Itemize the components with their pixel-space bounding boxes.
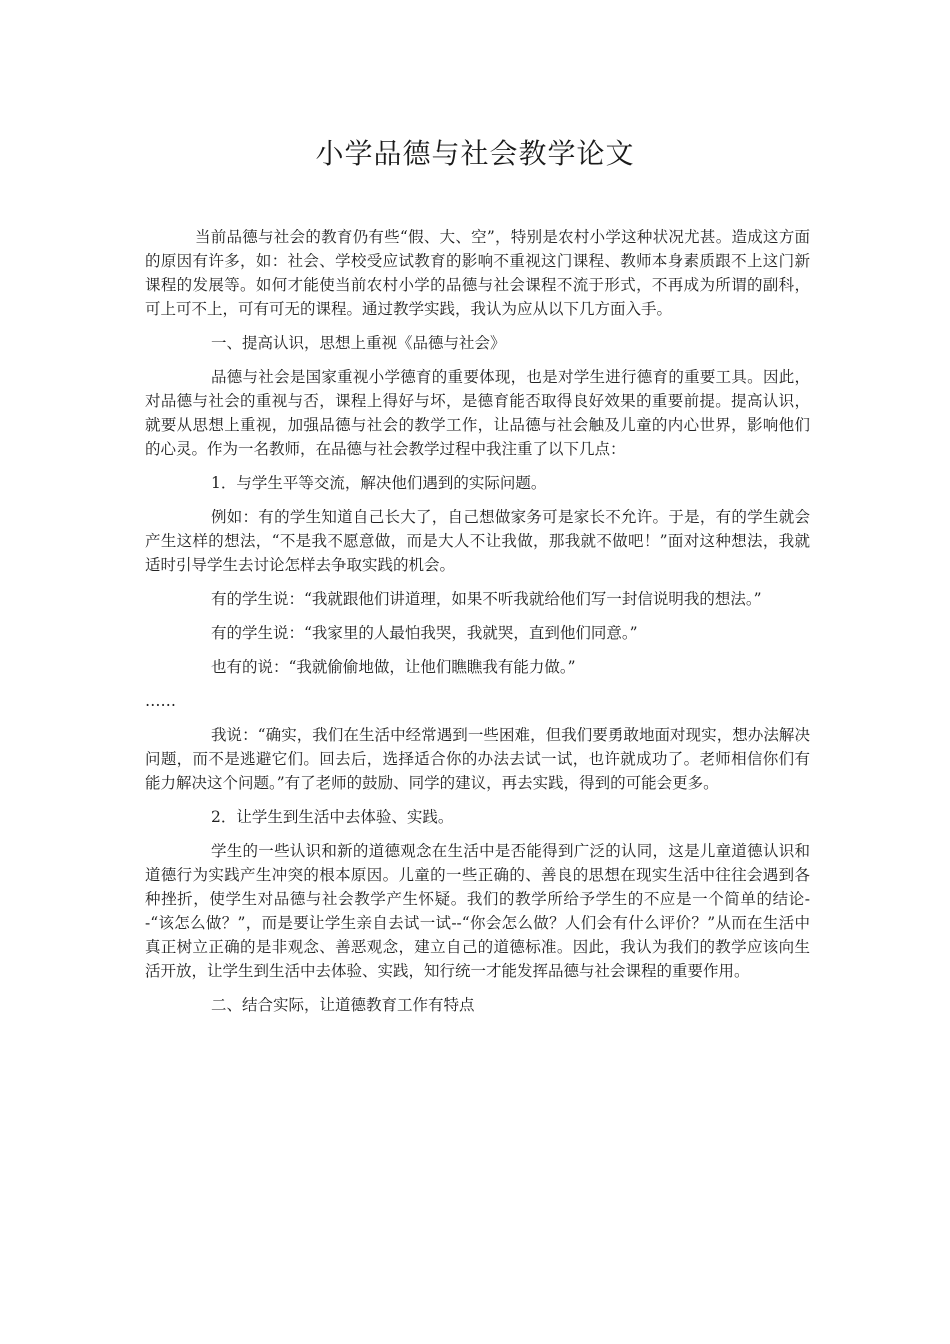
paragraph-teacher-response: 我说：“确实，我们在生活中经常遇到一些困难，但我们要勇敢地面对现实，想办法解决问题，而不是逃避它们。回去后，选择适合你的办法去试一试，也许就成功了。老师相信你们有能力解决这个问题。”有了老师的鼓励、同学的建议，再去实践，得到的可能会更多。 [145,726,810,792]
paragraph-importance: 品德与社会是国家重视小学德育的重要体现，也是对学生进行德育的重要工具。因此，对品德与社会的重视与否，课程上得好与坏，是德育能否取得良好效果的重要前提。提高认识，就要从思想上重视，加强品德与社会的教学工作，让品德与社会触及儿童的内心世界，影响他们的心灵。作为一名教师，在品德与社会教学过程中我注重了以下几点： [145,368,810,458]
ellipsis-line: …… [145,692,176,710]
subheading-1: 1．与学生平等交流，解决他们遇到的实际问题。 [211,474,547,492]
quote-student-2: 有的学生说：“我家里的人最怕我哭，我就哭，直到他们同意。” [211,624,638,642]
section-heading-1: 一、提高认识，思想上重视《品德与社会》 [211,334,506,352]
subheading-2: 2．让学生到生活中去体验、实践。 [211,808,454,826]
quote-student-3: 也有的说：“我就偷偷地做，让他们瞧瞧我有能力做。” [211,658,576,676]
document-title: 小学品德与社会教学论文 [315,137,635,170]
paragraph-example: 例如：有的学生知道自己长大了，自己想做家务可是家长不允许。于是，有的学生就会产生这样的想法，“不是我不愿意做，而是大人不让我做，那我就不做吧！”面对这种想法，我就适时引导学生去讨论怎样去争取实践的机会。 [145,508,810,574]
intro-paragraph: 当前品德与社会的教育仍有些“假、大、空”，特别是农村小学这种状况尤甚。造成这方面的原因有许多，如：社会、学校受应试教育的影响不重视这门课程、教师本身素质跟不上这门新课程的发展等。如何才能使当前农村小学的品德与社会课程不流于形式，不再成为所谓的副科，可上可不上，可有可无的课程。通过教学实践，我认为应从以下几方面入手。 [145,228,810,318]
document-body [145,225,810,1027]
paragraph-practice: 学生的一些认识和新的道德观念在生活中是否能得到广泛的认同，这是儿童道德认识和道德行为实践产生冲突的根本原因。儿童的一些正确的、善良的思想在现实生活中往往会遇到各种挫折，使学生对品德与社会教学产生怀疑。我们的教学所给予学生的不应是一个简单的结论--“该怎么做？”，而是要让学生亲自去试一试--“你会怎么做？人们会有什么评价？”从而在生活中真正树立正确的是非观念、善恶观念，建立自己的道德标准。因此，我认为我们的教学应该向生活开放，让学生到生活中去体验、实践，知行统一才能发挥品德与社会课程的重要作用。 [145,842,810,980]
section-heading-2: 二、结合实际，让道德教育工作有特点 [211,996,475,1014]
quote-student-1: 有的学生说：“我就跟他们讲道理，如果不听我就给他们写一封信说明我的想法。” [211,590,762,608]
